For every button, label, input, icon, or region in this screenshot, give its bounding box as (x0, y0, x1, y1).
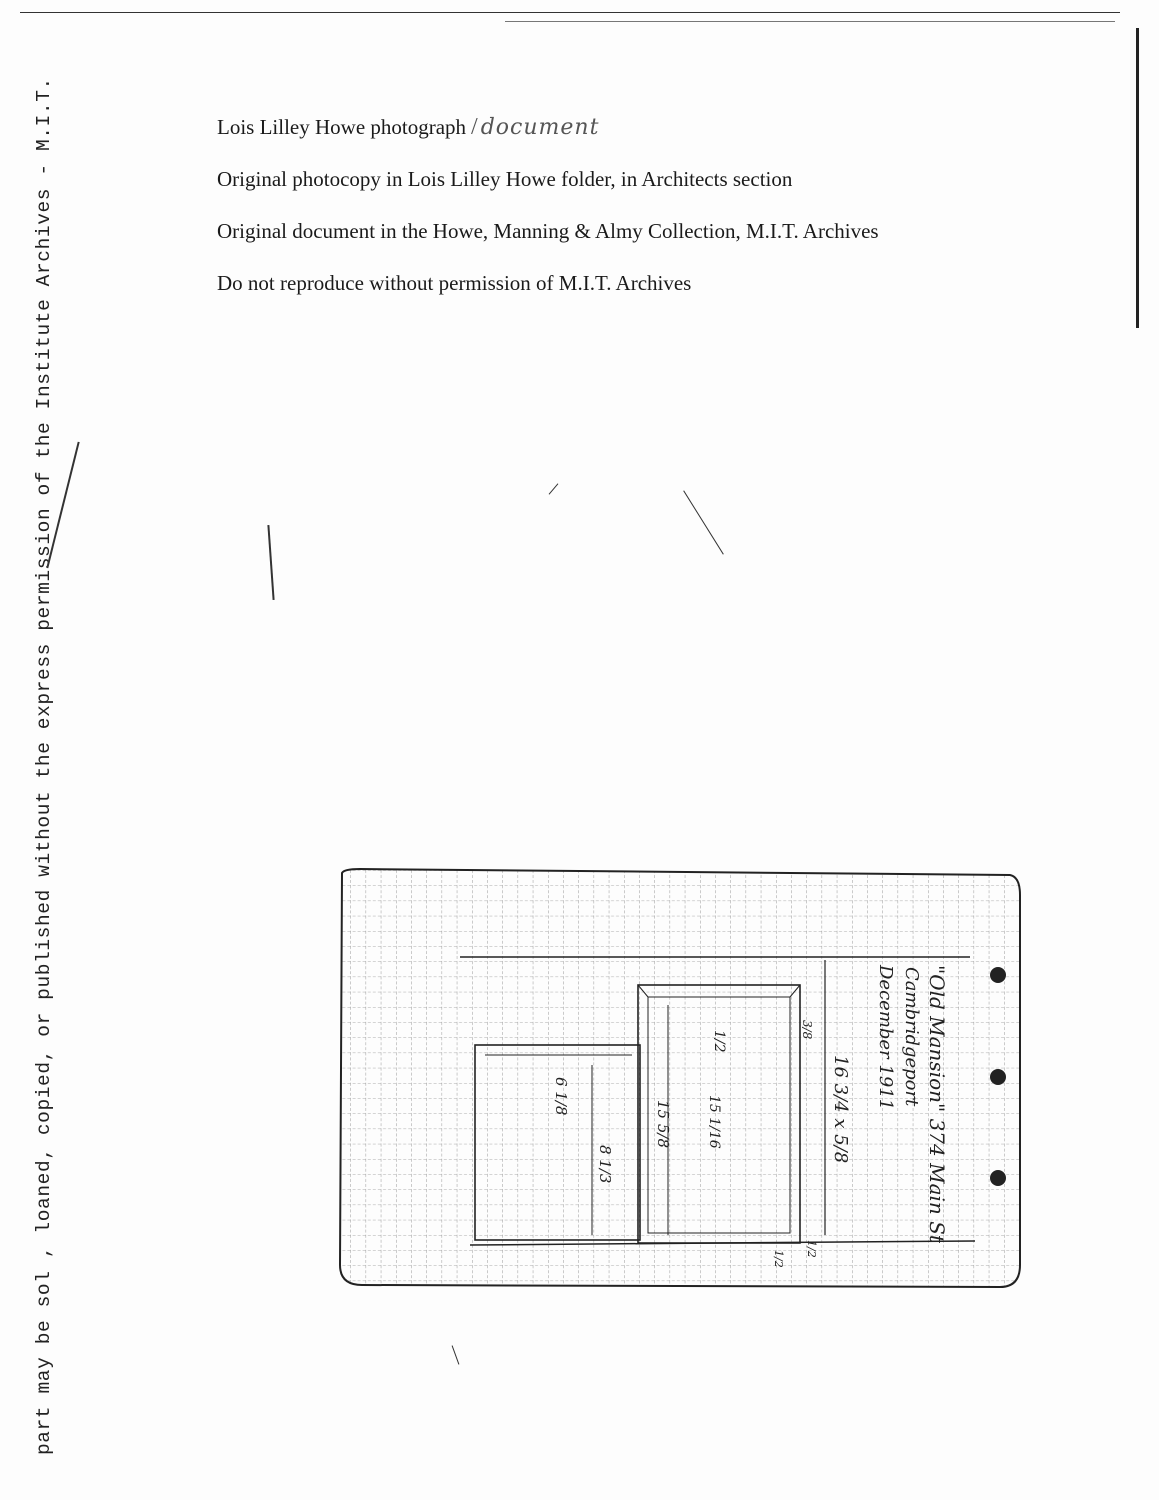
top-rule (20, 12, 1120, 13)
binder-hole (990, 1069, 1006, 1085)
scan-artifact-line (549, 483, 559, 494)
slash-mark: / (471, 114, 478, 140)
top-rule-secondary (505, 21, 1115, 22)
scan-artifact-line (452, 1345, 460, 1364)
sketch-location: Cambridgeport (901, 967, 922, 1107)
binder-hole (990, 967, 1006, 983)
handwritten-annotation: document (480, 115, 600, 140)
top-offset: 3/8 (800, 1020, 814, 1040)
header-line-3: Original document in the Howe, Manning & Almy Collection, M.I.T. Archives (217, 219, 879, 243)
overall-dimension: 16 3/4 x 5/8 (830, 1055, 851, 1164)
header-line-2: Original photocopy in Lois Lilley Howe folder, in Architects section (217, 167, 793, 191)
document-header (217, 114, 1117, 322)
graph-paper-sketch (320, 855, 1040, 1305)
large-frame-height: 15 5/8 (654, 1100, 672, 1148)
binder-hole (990, 1170, 1006, 1186)
small-frame-width: 6 1/8 (552, 1077, 570, 1116)
bottom-margin-left: 1/2 (772, 1250, 785, 1268)
large-frame-inner: 15 1/16 (706, 1095, 722, 1149)
header-line-4: Do not reproduce without permission of M.I.T. Archives (217, 271, 692, 295)
sketch-drawing (320, 855, 1040, 1305)
bottom-margin-right: 1/2 (805, 1240, 818, 1258)
right-edge-mark (1136, 28, 1139, 328)
header-line-1 (217, 114, 1117, 141)
vertical-copyright-notice: part may be sol , loaned, copied, or published without the express permission of the Institute Archives - M.I.T. (33, 77, 55, 1455)
header-line-1-text: Lois Lilley Howe photograph (217, 115, 467, 139)
scan-artifact-line (267, 525, 274, 600)
large-frame-top-margin: 1/2 (711, 1030, 727, 1053)
sketch-date: December 1911 (875, 965, 896, 1111)
scan-artifact-line (683, 490, 724, 554)
sketch-title: "Old Mansion" 374 Main St (925, 965, 949, 1243)
small-frame-height: 8 1/3 (596, 1145, 614, 1184)
